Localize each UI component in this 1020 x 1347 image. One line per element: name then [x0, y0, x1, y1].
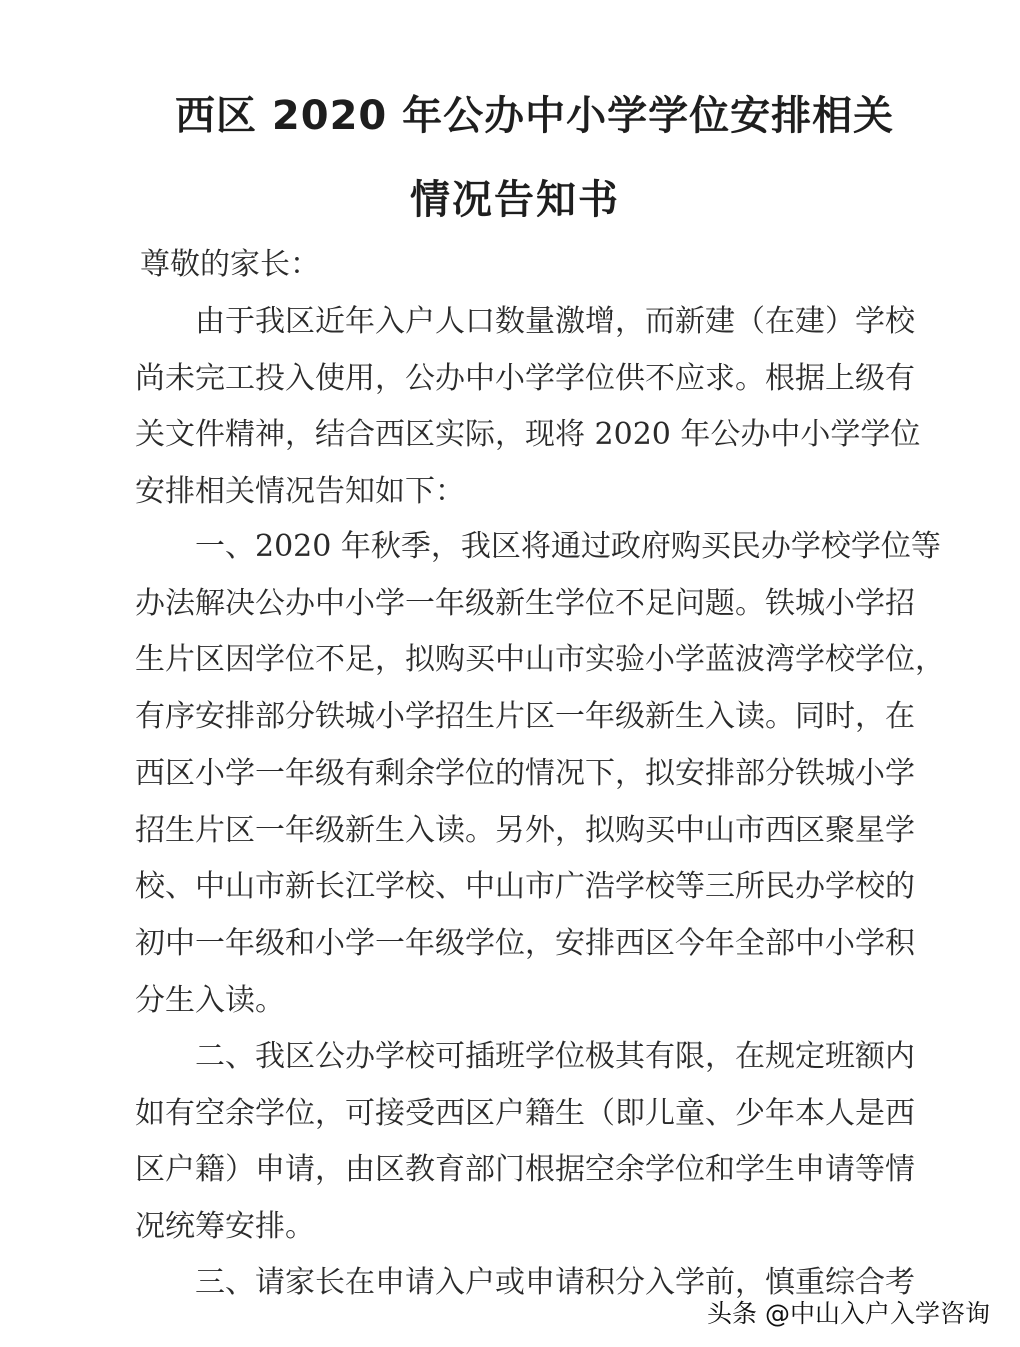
watermark: 头条 @中山入户入学咨询 [707, 1299, 990, 1328]
paragraph-1-line: 由于我区近年入户人口数量激增，而新建（在建）学校 [195, 304, 915, 339]
paragraph-1-line: 安排相关情况告知如下： [135, 474, 465, 510]
paragraph-2-line: 招生片区一年级新生入读。另外，拟购买中山市西区聚星学 [135, 812, 915, 848]
paragraph-2-line: 生片区因学位不足，拟购买中山市实验小学蓝波湾学校学位， [135, 642, 945, 678]
paragraph-2-line: 初中一年级和小学一年级学位，安排西区今年全部中小学积 [135, 925, 915, 961]
paragraph-2-line: 办法解决公办中小学一年级新生学位不足问题。铁城小学招 [135, 585, 915, 621]
paragraph-1-line: 关文件精神，结合西区实际，现将 2020 年公办中小学学位 [135, 417, 921, 453]
paragraph-3-line: 如有空余学位，可接受西区户籍生（即儿童、少年本人是西 [135, 1095, 915, 1131]
paragraph-2-line: 校、中山市新长江学校、中山市广浩学校等三所民办学校的 [135, 869, 915, 905]
paragraph-4-line: 三、请家长在申请入户或申请积分入学前，慎重综合考 [195, 1265, 915, 1300]
document-title-line-1: 西区 2020 年公办中小学学位安排相关 [175, 93, 895, 139]
paragraph-3-line: 区户籍）申请，由区教育部门根据空余学位和学生申请等情 [135, 1152, 915, 1188]
document-title-line-2: 情况告知书 [410, 177, 620, 223]
paragraph-1-line: 尚未完工投入使用，公办中小学学位供不应求。根据上级有 [135, 360, 915, 396]
paragraph-2-line: 分生入读。 [135, 982, 285, 1018]
paragraph-2-line: 西区小学一年级有剩余学位的情况下，拟安排部分铁城小学 [135, 755, 915, 791]
paragraph-3-line: 二、我区公办学校可插班学位极其有限，在规定班额内 [195, 1039, 915, 1074]
greeting: 尊敬的家长： [140, 247, 320, 282]
paragraph-2-line: 有序安排部分铁城小学招生片区一年级新生入读。同时，在 [135, 699, 915, 735]
paragraph-2-line: 一、2020 年秋季，我区将通过政府购买民办学校学位等 [195, 529, 941, 564]
paragraph-3-line: 况统筹安排。 [135, 1209, 315, 1245]
